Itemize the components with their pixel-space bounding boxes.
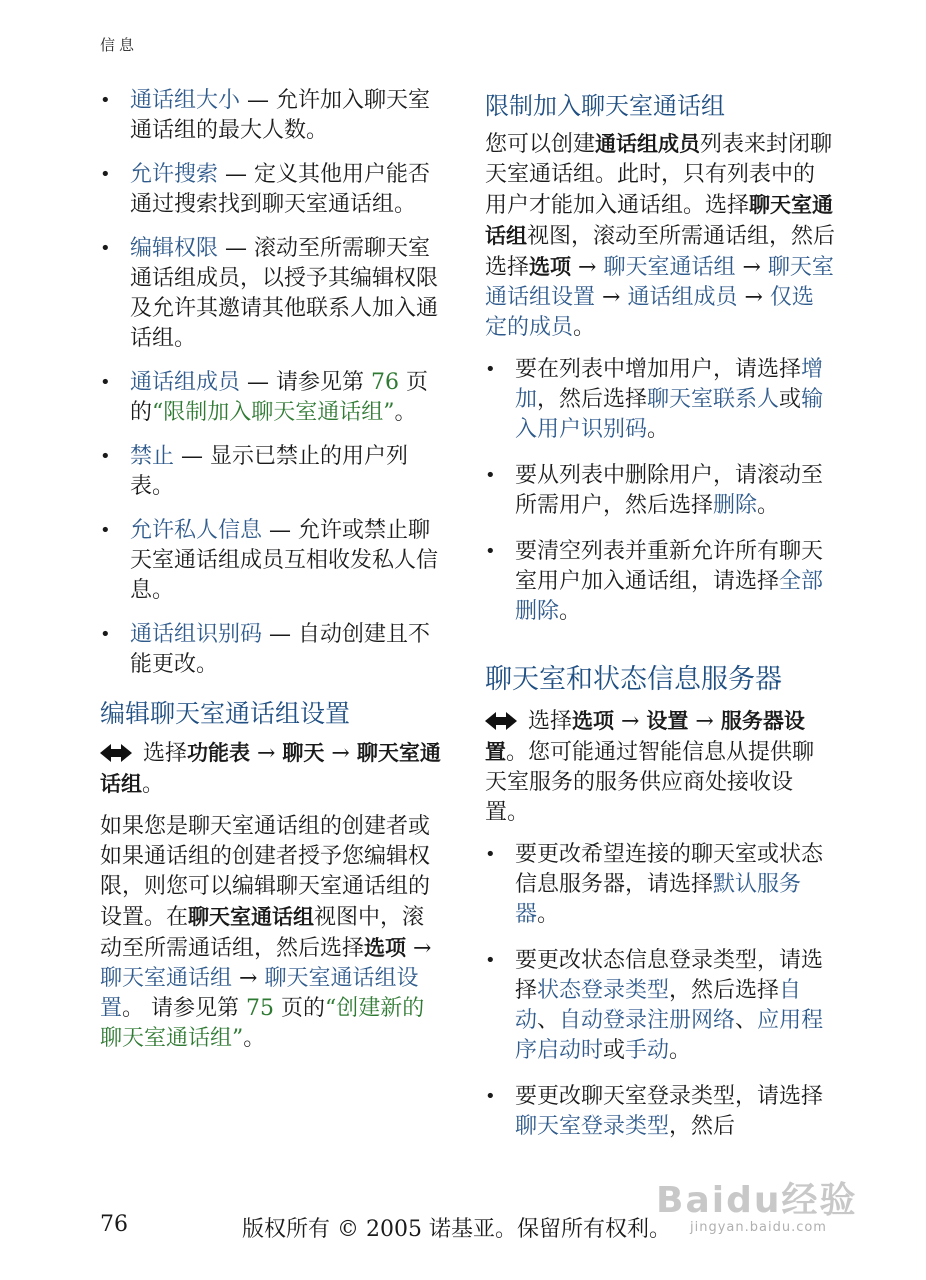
term-private-messages[interactable]: 允许私人信息 (130, 518, 263, 543)
text: 。 (537, 902, 560, 927)
arrow: → (614, 709, 647, 734)
arrow: → (571, 255, 604, 280)
menu-chat-groups[interactable]: 聊天室通话组 (100, 966, 233, 991)
limit-access-paragraph (485, 129, 835, 343)
text: 您可以创建 (485, 132, 596, 157)
edit-settings-paragraph (100, 812, 445, 1054)
text: 要更改状态信息登录类型，请选择 (515, 948, 824, 1003)
option-enter-user-id[interactable]: 输入用户识别码 (515, 387, 824, 442)
text: 列表来封闭聊天室通话组。此时，只有列表中的用户才能加入通话组。选择 (485, 132, 833, 218)
text: 。 (669, 1038, 692, 1063)
text: 。 请参见第 (122, 996, 247, 1021)
arrow: → (737, 285, 770, 310)
text: 页的 (274, 996, 326, 1021)
text: 或 (779, 387, 802, 412)
option-automatic[interactable]: 自动 (515, 978, 802, 1033)
arrow: → (688, 709, 721, 734)
text: 。 (243, 1026, 266, 1051)
text: 。 (559, 599, 582, 624)
item-text: — 允许或禁止聊天室通话组成员互相收发私人信息。 (130, 518, 439, 603)
text: 选择 (136, 741, 187, 766)
chat-server-list (485, 840, 835, 1142)
item-text: 。 (394, 400, 417, 425)
text: 要更改希望连接的聊天室或状态信息服务器，请选择 (515, 842, 824, 897)
list-item (485, 461, 835, 521)
option-delete-all[interactable]: 全部删除 (515, 569, 824, 624)
option-manual[interactable]: 手动 (625, 1038, 670, 1063)
option-chat-contacts[interactable]: 聊天室联系人 (647, 387, 780, 412)
menu-chat-group-settings[interactable]: 聊天室通话组设置 (100, 966, 419, 1021)
copyright-notice: 版权所有 © 2005 诺基亚。保留所有权利。 (242, 1217, 671, 1242)
option-on-app-start[interactable]: 应用程序启动时 (515, 1008, 824, 1063)
arrow: → (250, 741, 283, 766)
menu-functions[interactable]: 功能表 (187, 741, 250, 765)
text: ，然后选择 (669, 978, 780, 1003)
text: 选择 (521, 709, 572, 734)
list-item (100, 442, 445, 502)
text: 、 (537, 1008, 560, 1033)
term-banned[interactable]: 禁止 (130, 444, 175, 469)
cross-ref-link[interactable]: “创建新的聊天室通话组” (100, 996, 425, 1051)
left-column (100, 86, 445, 1066)
text: 。 (757, 493, 780, 518)
item-text: — 定义其他用户能否通过搜索找到聊天室通话组。 (130, 162, 431, 217)
list-item (100, 86, 445, 146)
nav-arrows-icon (485, 712, 517, 730)
chat-server-nav (485, 706, 835, 828)
term-group-id[interactable]: 通话组识别码 (130, 622, 263, 647)
option-delete[interactable]: 删除 (713, 493, 758, 518)
item-text: 页的 (130, 370, 428, 425)
arrow: → (232, 966, 265, 991)
menu-chat-groups[interactable]: 聊天室通话组 (100, 741, 441, 796)
item-text: — 显示已禁止的用户列表。 (130, 444, 409, 499)
menu-settings[interactable]: 设置 (646, 709, 689, 733)
arrow: → (406, 936, 432, 961)
text: 。 (647, 417, 670, 442)
arrow: → (595, 285, 628, 310)
text: 要从列表中删除用户，请滚动至所需用户，然后选择 (515, 463, 824, 518)
term-allow-search[interactable]: 允许搜索 (130, 162, 219, 187)
list-item (100, 620, 445, 680)
text: 要在列表中增加用户，请选择 (515, 357, 802, 382)
limit-access-heading: 限制加入聊天室通话组 (485, 92, 725, 120)
arrow: → (324, 741, 357, 766)
view-chat-groups: 聊天室通话组 (485, 193, 834, 248)
list-item (485, 355, 835, 445)
term-group-members[interactable]: 通话组成员 (130, 370, 241, 395)
settings-list (100, 86, 445, 680)
text: ，然后 (669, 1114, 736, 1139)
page-ref[interactable]: 76 (371, 370, 399, 395)
text: 。 (142, 772, 165, 797)
page-ref[interactable]: 75 (246, 996, 275, 1021)
list-item (485, 1082, 835, 1142)
item-text: — 自动创建且不能更改。 (130, 622, 431, 677)
edit-settings-heading: 编辑聊天室通话组设置 (100, 699, 351, 728)
text: 或 (603, 1038, 626, 1063)
nav-arrows-icon (100, 744, 132, 762)
list-item (100, 368, 445, 428)
item-text: — 允许加入聊天室通话组的最大人数。 (130, 88, 431, 143)
option-auto-home-network[interactable]: 自动登录注册网络 (559, 1008, 736, 1033)
view-chat-groups: 聊天室通话组 (188, 905, 315, 929)
text: 、 (735, 1008, 758, 1033)
option-default-server[interactable]: 默认服务器 (515, 872, 802, 927)
menu-chat[interactable]: 聊天 (282, 741, 325, 765)
menu-chat-groups[interactable]: 聊天室通话组 (603, 255, 736, 280)
menu-group-members[interactable]: 通话组成员 (627, 285, 738, 310)
limit-access-list (485, 355, 835, 627)
menu-chat-group-settings[interactable]: 聊天室通话组设置 (485, 255, 834, 310)
menu-selected-only[interactable]: 仅选定的成员 (485, 285, 814, 340)
menu-server-settings[interactable]: 服务器设置 (485, 709, 805, 764)
list-item (100, 160, 445, 220)
section-header: 信息 (100, 36, 139, 54)
list-item (100, 234, 445, 354)
term-group-size[interactable]: 通话组大小 (130, 88, 241, 113)
text: 要更改聊天室登录类型，请选择 (515, 1084, 824, 1109)
text: 。 (573, 315, 596, 340)
text: 如果您是聊天室通话组的创建者或如果通话组的创建者授予您编辑权限，则您可以编辑聊天室通话组的设置。在 (100, 814, 431, 930)
chat-server-heading: 聊天室和状态信息服务器 (485, 664, 782, 695)
text: ，然后选择 (537, 387, 648, 412)
menu-options[interactable]: 选项 (529, 255, 572, 279)
edit-nav-path (100, 738, 445, 800)
cross-ref-link[interactable]: “限制加入聊天室通话组” (152, 400, 395, 425)
right-column (485, 86, 835, 1158)
item-text: — 请参见第 (240, 370, 371, 395)
menu-options[interactable]: 选项 (364, 936, 407, 960)
watermark-logo: Baidu经验 (656, 1180, 858, 1221)
page-number: 76 (100, 1212, 128, 1237)
text: 要清空列表并重新允许所有聊天室用户加入通话组，请选择 (515, 539, 824, 594)
option-presence-login-type[interactable]: 状态登录类型 (537, 978, 670, 1003)
item-text: — 滚动至所需聊天室通话组成员，以授予其编辑权限及允许其邀请其他联系人加入通话组。 (130, 236, 439, 351)
list-item (485, 537, 835, 627)
text: 视图，滚动至所需通话组，然后选择 (485, 224, 836, 280)
list-group-members: 通话组成员 (595, 132, 701, 156)
text: 。您可能通过智能信息从提供聊天室服务的服务供应商处接收设置。 (485, 740, 815, 825)
list-item (485, 946, 835, 1066)
watermark-url: jingyan.baidu.com (690, 1220, 827, 1235)
option-add[interactable]: 增加 (515, 357, 824, 412)
menu-options[interactable]: 选项 (572, 709, 614, 733)
arrow: → (735, 255, 768, 280)
option-chat-login-type[interactable]: 聊天室登录类型 (515, 1114, 670, 1139)
term-edit-rights[interactable]: 编辑权限 (130, 236, 219, 261)
list-item (485, 840, 835, 930)
text: 视图中，滚动至所需通话组，然后选择 (100, 905, 425, 961)
list-item (100, 516, 445, 606)
